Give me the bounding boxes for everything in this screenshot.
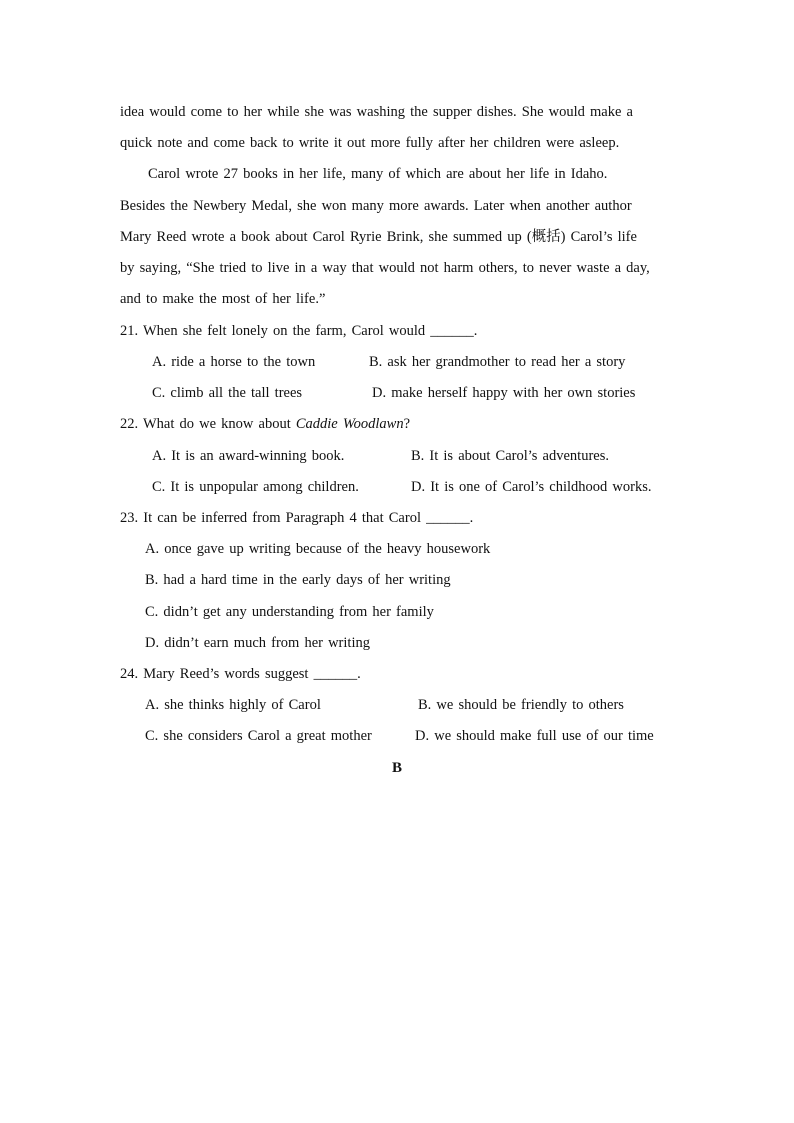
passage-line-4: Besides the Newbery Medal, she won many more awards. Later when another author xyxy=(120,198,632,214)
question-22-stem-book-title: Caddie Woodlawn xyxy=(295,416,404,432)
question-22-stem-suffix: ? xyxy=(403,416,411,432)
question-21-options-row-2 xyxy=(152,383,712,403)
question-22-stem xyxy=(120,414,680,434)
question-21-options-row-1 xyxy=(152,352,712,372)
passage-line-6: by saying, “She tried to live in a way that would not harm others, to never waste a day, xyxy=(120,260,650,276)
question-24-option-a: A. she thinks highly of Carol xyxy=(145,697,321,713)
question-24-option-b: B. we should be friendly to others xyxy=(418,697,624,713)
question-21-option-c: C. climb all the tall trees xyxy=(152,385,303,401)
question-24-options-row-1 xyxy=(145,695,705,715)
question-24-options-row-2 xyxy=(145,726,705,746)
passage-line-3: Carol wrote 27 books in her life, many of which are about her life in Idaho. xyxy=(148,166,608,182)
question-23-option-c: C. didn’t get any understanding from her family xyxy=(145,604,434,620)
question-23-option-b: B. had a hard time in the early days of her writing xyxy=(145,572,451,588)
section-label: B xyxy=(391,760,402,776)
question-21-stem: 21. When she felt lonely on the farm, Carol would ______. xyxy=(120,323,478,339)
passage-line-5: Mary Reed wrote a book about Carol Ryrie Brink, she summed up (概括) Carol’s life xyxy=(120,229,637,245)
question-24-option-c: C. she considers Carol a great mother xyxy=(145,728,372,744)
question-21-option-b: B. ask her grandmother to read her a story xyxy=(369,354,626,370)
question-22-option-d: D. It is one of Carol’s childhood works. xyxy=(411,479,652,495)
question-21-option-a: A. ride a horse to the town xyxy=(152,354,316,370)
question-21-option-d: D. make herself happy with her own stories xyxy=(372,385,636,401)
question-23-option-a: A. once gave up writing because of the heavy housework xyxy=(145,541,491,557)
question-24-option-d: D. we should make full use of our time xyxy=(415,728,654,744)
question-23-stem: 23. It can be inferred from Paragraph 4 that Carol ______. xyxy=(120,510,474,526)
question-22-option-a: A. It is an award-winning book. xyxy=(152,448,345,464)
passage-line-1: idea would come to her while she was washing the supper dishes. She would make a xyxy=(120,104,633,120)
passage-line-7: and to make the most of her life.” xyxy=(120,291,326,307)
question-23-option-d: D. didn’t earn much from her writing xyxy=(145,635,370,651)
question-22-option-b: B. It is about Carol’s adventures. xyxy=(411,448,609,464)
question-22-options-row-1 xyxy=(152,446,712,466)
question-22-stem-prefix: 22. What do we know about xyxy=(120,416,296,432)
question-22-option-c: C. It is unpopular among children. xyxy=(152,479,359,495)
passage-line-2: quick note and come back to write it out more fully after her children were asleep. xyxy=(120,135,620,151)
question-24-stem: 24. Mary Reed’s words suggest ______. xyxy=(120,666,361,682)
question-22-options-row-2 xyxy=(152,477,712,497)
